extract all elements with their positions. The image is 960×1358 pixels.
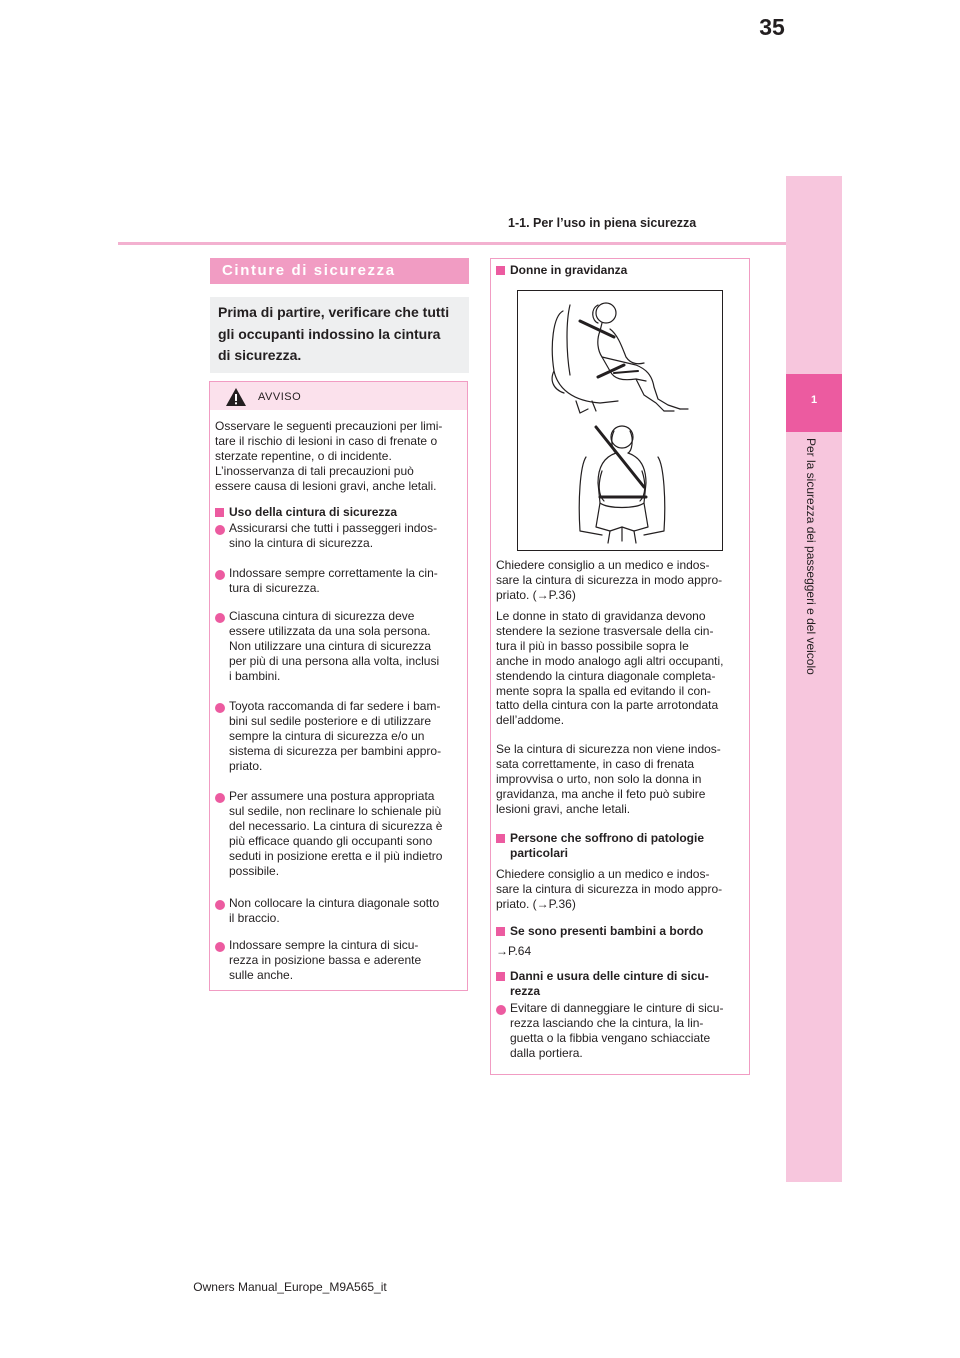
warning-header [210, 382, 467, 410]
pregnant-seatbelt-illustration [517, 290, 723, 551]
intro-text: Prima di partire, verificare che tutti gli occupanti indossino la cintura di sicurezza. [218, 304, 450, 363]
chapter-number: 1 [810, 394, 818, 406]
warning-bullet: Assicurarsi che tutti i passeggeri indos- sino la cintura di sicurezza. [229, 521, 438, 550]
square-bullet-icon [496, 972, 505, 981]
warning-bullet: Non collocare la cintura diagonale sotto il braccio. [229, 896, 440, 925]
square-bullet-icon [215, 508, 224, 517]
footer-document-id: Owners Manual_Europe_M9A565_it [193, 1280, 387, 1294]
bullet-icon [215, 793, 225, 803]
warning-bullet: Toyota raccomanda di far sedere i bam- bini sul sedile posteriore e di utilizzare sempre la cintura di sicurezza e/o un sistema di sicurezza per bambini appro- priato. [229, 699, 442, 773]
pregnancy-instructions: Le donne in stato di gravidanza devono stendere la sezione trasversale della cin- tura il più in basso possibile sopra le anche in modo analogo agli altri occupanti, stendendo la cintura diagonale completa- mente sopra la spalla ed evitando il con- tatto della cintura con la parte arrotondata dell’addome. [496, 609, 724, 728]
pregnancy-heading: Donne in gravidanza [510, 263, 628, 277]
header-title: 1-1. Per l’uso in piena sicurezza [508, 216, 697, 230]
warning-bullet: Per assumere una postura appropriata sul sedile, non reclinare lo schienale più del necessario. La cintura di sicurezza è più efficace quando gli occupanti sono seduti in posizione eretta e il più indietro possibile. [229, 789, 443, 878]
belt-damage-heading: Danni e usura delle cinture di sicu- rezza [510, 969, 709, 998]
square-bullet-icon [496, 927, 505, 936]
medical-conditions-advice: Chiedere consiglio a un medico e indos- sare la cintura di sicurezza in modo appro- priato. (→P.36) [496, 867, 723, 911]
header-rule [118, 242, 786, 245]
side-tab [786, 176, 842, 1182]
bullet-icon [215, 703, 225, 713]
section-title: Cinture di sicurezza [222, 262, 396, 279]
bullet-icon [215, 570, 225, 580]
medical-conditions-heading: Persone che soffrono di patologie particolari [510, 831, 705, 860]
bullet-icon [215, 942, 225, 952]
square-bullet-icon [496, 266, 505, 275]
bullet-icon [215, 900, 225, 910]
bullet-icon [215, 525, 225, 535]
bullet-icon [496, 1005, 506, 1015]
warning-intro: Osservare le seguenti precauzioni per limi- tare il rischio di lesioni in caso di frenate o sterzate repentine, o di incidente. L’inosservanza di tali precauzioni può essere causa di lesioni gravi, anche letali. [215, 419, 443, 493]
children-page-reference[interactable]: →P.64 [496, 944, 532, 958]
pregnancy-advice: Chiedere consiglio a un medico e indos- sare la cintura di sicurezza in modo appro- priato. (→P.36) [496, 558, 723, 602]
bullet-icon [215, 613, 225, 623]
belt-damage-bullet: Evitare di danneggiare le cinture di sicu- rezza lasciando che la cintura, la lin- guetta o la fibbia vengano schiacciate dalla portiera. [510, 1001, 724, 1060]
pregnant-seatbelt-drawing [518, 291, 722, 550]
warning-bullet: Indossare sempre la cintura di sicu- rezza in posizione bassa e aderente sulle anche. [229, 938, 422, 982]
warning-title: AVVISO [258, 391, 302, 403]
chapter-side-label: Per la sicurezza dei passeggeri e del veicolo [804, 438, 818, 675]
warning-bullet: Indossare sempre correttamente la cin- tura di sicurezza. [229, 566, 438, 595]
warning-heading: Uso della cintura di sicurezza [229, 505, 398, 519]
warning-triangle-icon [225, 387, 247, 407]
square-bullet-icon [496, 834, 505, 843]
children-heading: Se sono presenti bambini a bordo [510, 924, 704, 938]
pregnancy-risk: Se la cintura di sicurezza non viene indos- sata correttamente, in caso di frenata improvvisa o urto, non solo la donna in gravidanza, ma anche il feto può subire lesioni gravi, anche letali. [496, 742, 721, 816]
page-number: 35 [759, 14, 785, 40]
warning-bullet: Ciascuna cintura di sicurezza deve essere utilizzata da una sola persona. Non utilizzare una cintura di sicurezza per più di una persona alla volta, inclusi i bambini. [229, 609, 440, 683]
